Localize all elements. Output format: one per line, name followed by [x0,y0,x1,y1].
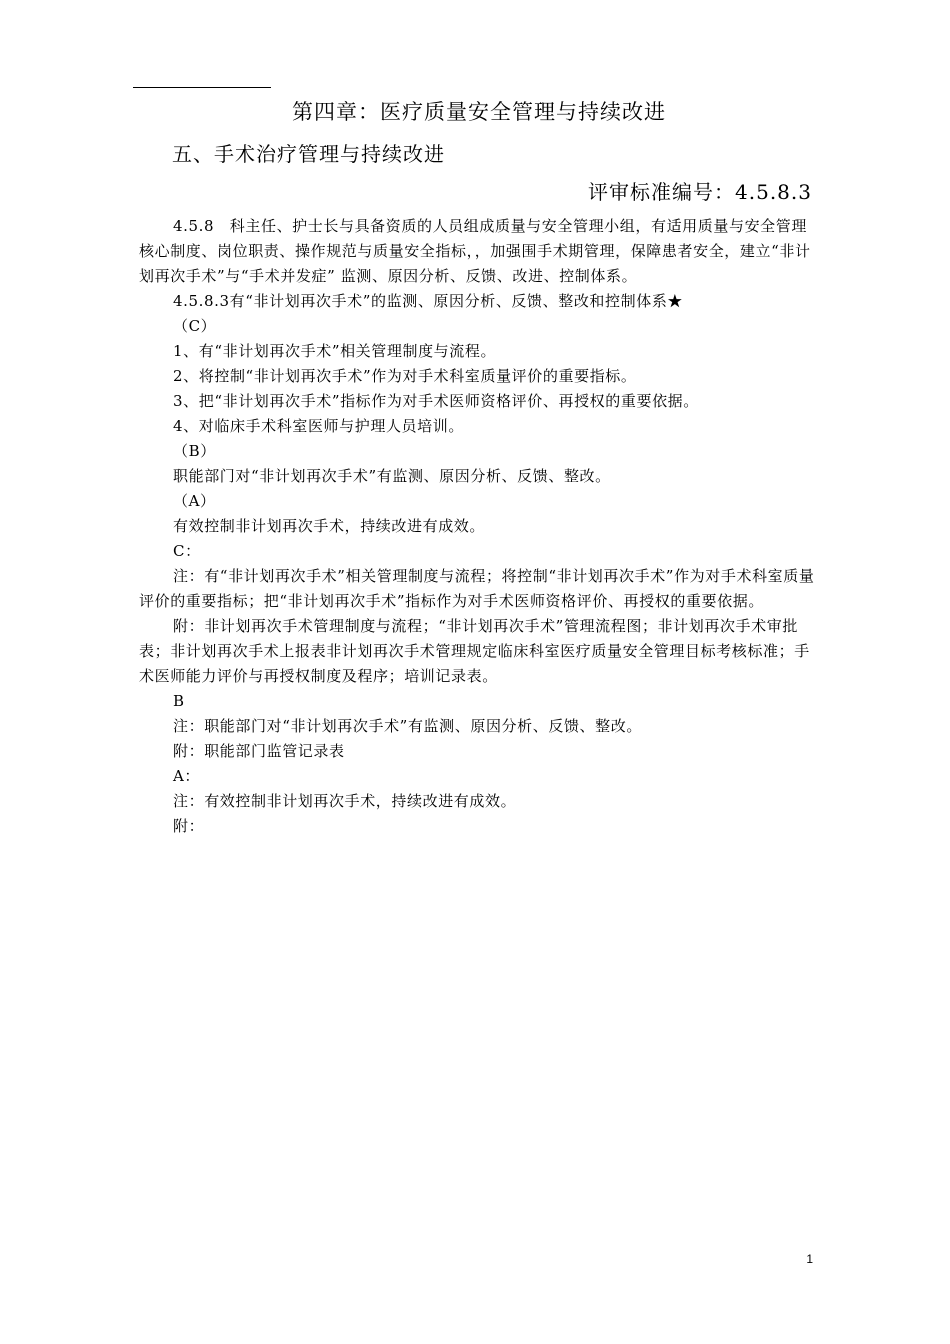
document-body [139,214,815,839]
level-c-label: （C） [173,317,217,335]
c-heading: C： [173,542,201,560]
b-attachment: 附：职能部门监管记录表 [173,742,345,760]
level-a-item-1: 有效控制非计划再次手术，持续改进有成效。 [173,517,486,535]
standard-number: 评审标准编号：4.5.8.3 [588,180,812,204]
header-rule [133,87,271,88]
level-c-item-4: 4、对临床手术科室医师与护理人员培训。 [173,417,464,435]
page-number: 1 [806,1252,813,1266]
c-note: 注：有“非计划再次手术”相关管理制度与流程；将控制“非计划再次手术”作为对手术科室质量评价的重要指标；把“非计划再次手术”指标作为对手术医师资格评价、再授权的重要依据。 [139,567,815,610]
b-heading: B [173,692,185,710]
level-c-item-1: 1、有“非计划再次手术”相关管理制度与流程。 [173,342,497,360]
level-a-label: （A） [173,492,216,510]
c-attachment: 附：非计划再次手术管理制度与流程；“非计划再次手术”管理流程图；非计划再次手术审批表；非计划再次手术上报表非计划再次手术管理规定临床科室医疗质量安全管理目标考核标准；手术医师能力评价与再授权制度及程序；培训记录表。 [139,617,810,685]
level-c-item-2: 2、将控制“非计划再次手术”作为对手术科室质量评价的重要指标。 [173,367,637,385]
section-title: 五、手术治疗管理与持续改进 [172,142,445,166]
paragraph-intro: 4.5.8 科主任、护士长与具备资质的人员组成质量与安全管理小组，有适用质量与安全管理核心制度、岗位职责、操作规范与质量安全指标，，加强围手术期管理，保障患者安全，建立“非计划再次手术”与“手术并发症” 监测、原因分析、反馈、改进、控制体系。 [139,217,811,285]
level-b-item-1: 职能部门对“非计划再次手术”有监测、原因分析、反馈、整改。 [173,467,611,485]
level-c-item-3: 3、把“非计划再次手术”指标作为对手术医师资格评价、再授权的重要依据。 [173,392,699,410]
a-note: 注：有效控制非计划再次手术，持续改进有成效。 [173,792,517,810]
paragraph-standard: 4.5.8.3有“非计划再次手术”的监测、原因分析、反馈、整改和控制体系★ [173,292,684,310]
b-note: 注：职能部门对“非计划再次手术”有监测、原因分析、反馈、整改。 [173,717,642,735]
level-b-label: （B） [173,442,216,460]
a-heading: A： [173,767,201,785]
chapter-title: 第四章：医疗质量安全管理与持续改进 [292,100,666,124]
a-attachment: 附： [173,817,205,835]
